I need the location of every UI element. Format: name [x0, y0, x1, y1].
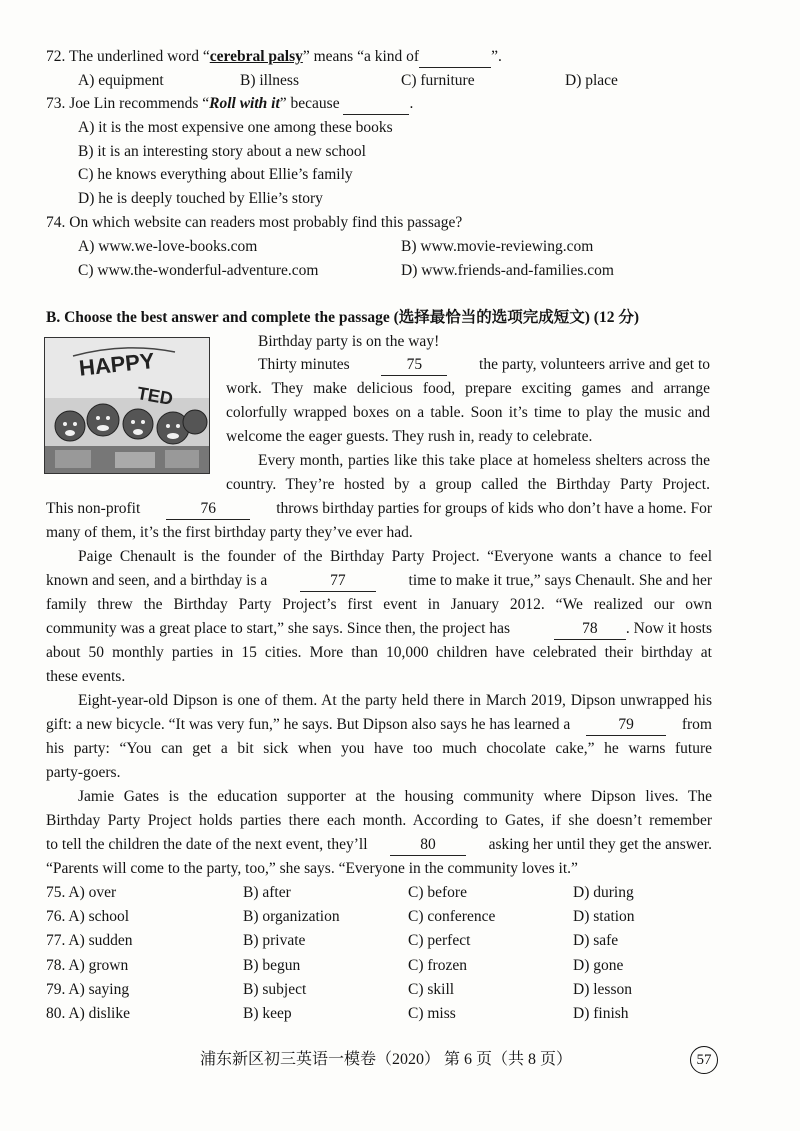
passage-line: about 50 monthly parties in 15 cities. More than 10,000 children have celebrated their birthday at: [46, 644, 712, 661]
passage-line: Eight-year-old Dipson is one of them. At the party held there in March 2019, Dipson unwrapped his: [78, 692, 712, 709]
option-76-b: B) organization: [243, 908, 340, 925]
answer-blank: [343, 94, 409, 115]
q73-option-b: B) it is an interesting story about a new school: [78, 143, 366, 160]
passage-line: party-goers.: [46, 764, 121, 781]
passage-text: . Now it hosts: [625, 620, 712, 637]
q73-stem-part: .: [409, 95, 414, 112]
q74-option-a: A) www.we-love-books.com: [78, 238, 258, 255]
passage-line: [46, 715, 712, 736]
q73-option-c: C) he knows everything about Ellie’s family: [78, 166, 353, 183]
option-75-a: 75. A) over: [46, 884, 117, 901]
passage-line: [46, 619, 712, 640]
passage-text: community was a great place to start,” she says. Since then, the project has: [46, 620, 510, 637]
option-79-d: D) lesson: [573, 981, 632, 998]
q74-option-d: D) www.friends-and-families.com: [401, 262, 614, 279]
passage-text: Thirty minutes: [258, 356, 350, 373]
blank-79: 79: [586, 715, 666, 736]
option-78-a: 78. A) grown: [46, 957, 129, 974]
underlined-term: cerebral palsy: [209, 48, 303, 65]
passage-line: work. They make delicious food, prepare exciting games and arrange: [226, 380, 710, 397]
option-79-c: C) skill: [408, 981, 455, 998]
passage-line: [46, 835, 712, 856]
blank-78: 78: [554, 619, 626, 640]
q74-option-b: B) www.movie-reviewing.com: [401, 238, 594, 255]
passage-line: many of them, it’s the first birthday party they’ve ever had.: [46, 524, 413, 541]
option-75-d: D) during: [573, 884, 634, 901]
q72-option-b: B) illness: [240, 72, 299, 89]
q72-option-a: A) equipment: [78, 72, 164, 89]
photo-illustration: [45, 338, 209, 473]
passage-text: throws birthday parties for groups of kids who don’t have a home. For: [276, 500, 712, 517]
passage-text: the party, volunteers arrive and get to: [479, 356, 710, 373]
passage-line: colorfully wrapped boxes on a table. Soon it’s time to play the music and: [226, 404, 710, 421]
birthday-party-photo: [44, 337, 210, 474]
passage-text-group: [554, 619, 712, 640]
passage-line: country. They’re hosted by a group called the Birthday Party Project.: [226, 476, 710, 493]
passage-line: Jamie Gates is the education supporter at the housing community where Dipson lives. The: [78, 788, 712, 805]
q74-option-c: C) www.the-wonderful-adventure.com: [78, 262, 319, 279]
passage-text: This non-profit: [46, 500, 141, 517]
option-79-b: B) subject: [243, 981, 307, 998]
q72-option-c: C) furniture: [401, 72, 475, 89]
passage-line: [46, 571, 712, 592]
passage-text: to tell the children the date of the next event, they’ll: [46, 836, 368, 853]
passage-text: time to make it true,” says Chenault. She and her: [408, 572, 712, 589]
q72-option-d: D) place: [565, 72, 618, 89]
option-77-a: 77. A) sudden: [46, 932, 133, 949]
option-79-a: 79. A) saying: [46, 981, 130, 998]
passage-text: from: [681, 716, 712, 733]
passage-line: “Parents will come to the party, too,” she says. “Everyone in the community loves it.”: [46, 860, 578, 877]
blank-77: 77: [300, 571, 376, 592]
option-77-d: D) safe: [573, 932, 619, 949]
option-76-d: D) station: [573, 908, 635, 925]
banner-happy: HAPPY: [77, 347, 156, 381]
passage-line: family threw the Birthday Party Project’s first event in January 2012. “We realized our own: [46, 596, 712, 613]
option-78-b: B) begun: [243, 957, 301, 974]
passage-line: Birthday Party Project holds parties there each month. According to Gates, if she doesn’t remember: [46, 812, 712, 829]
option-80-d: D) finish: [573, 1005, 629, 1022]
option-76-a: 76. A) school: [46, 908, 130, 925]
option-78-c: C) frozen: [408, 957, 467, 974]
page-footer: 浦东新区初三英语一模卷（2020） 第 6 页（共 8 页）: [200, 1051, 573, 1068]
blank-80: 80: [390, 835, 466, 856]
section-b-heading: B. Choose the best answer and complete the passage (选择最恰当的选项完成短文) (12 分): [46, 309, 639, 326]
passage-line: welcome the eager guests. They rush in, ready to celebrate.: [226, 428, 593, 445]
option-80-c: C) miss: [408, 1005, 456, 1022]
option-80-a: 80. A) dislike: [46, 1005, 130, 1022]
question-73-stem: [46, 94, 413, 115]
blank-75: 75: [381, 355, 447, 376]
passage-text: asking her until they get the answer.: [488, 836, 712, 853]
passage-line: these events.: [46, 668, 126, 685]
q73-option-a: A) it is the most expensive one among these books: [78, 119, 393, 136]
passage-line: his party: “You can get a bit sick when you have too much chocolate cake,” he warns future: [46, 740, 712, 757]
question-74-stem: 74. On which website can readers most probably find this passage?: [46, 214, 463, 231]
page-number-badge: 57: [690, 1046, 718, 1074]
q72-stem-part: 72. The underlined word “: [46, 48, 210, 65]
passage-text: known and seen, and a birthday is a: [46, 572, 268, 589]
option-78-d: D) gone: [573, 957, 624, 974]
passage-line: [258, 355, 710, 376]
option-75-b: B) after: [243, 884, 291, 901]
answer-blank: [419, 47, 491, 68]
passage-line: Every month, parties like this take place at homeless shelters across the: [258, 452, 710, 469]
passage-text: gift: a new bicycle. “It was very fun,” he says. But Dipson also says he has learned a: [46, 716, 571, 733]
book-title: Roll with it: [209, 95, 280, 112]
q73-stem-part: ” because: [279, 95, 340, 112]
q73-stem-part: 73. Joe Lin recommends “: [46, 95, 210, 112]
blank-76: 76: [166, 499, 250, 520]
passage-title: Birthday party is on the way!: [258, 333, 440, 350]
option-76-c: C) conference: [408, 908, 496, 925]
option-77-b: B) private: [243, 932, 306, 949]
passage-line: [46, 499, 712, 520]
q72-stem-part: ” means “a kind of: [302, 48, 420, 65]
option-75-c: C) before: [408, 884, 467, 901]
q73-option-d: D) he is deeply touched by Ellie’s story: [78, 190, 323, 207]
passage-line: Paige Chenault is the founder of the Birthday Party Project. “Everyone wants a chance to feel: [78, 548, 712, 565]
q72-stem-part: ”.: [491, 48, 502, 65]
banner-ted: TED: [135, 383, 175, 409]
option-77-c: C) perfect: [408, 932, 471, 949]
option-80-b: B) keep: [243, 1005, 292, 1022]
question-72-stem: [46, 47, 502, 68]
